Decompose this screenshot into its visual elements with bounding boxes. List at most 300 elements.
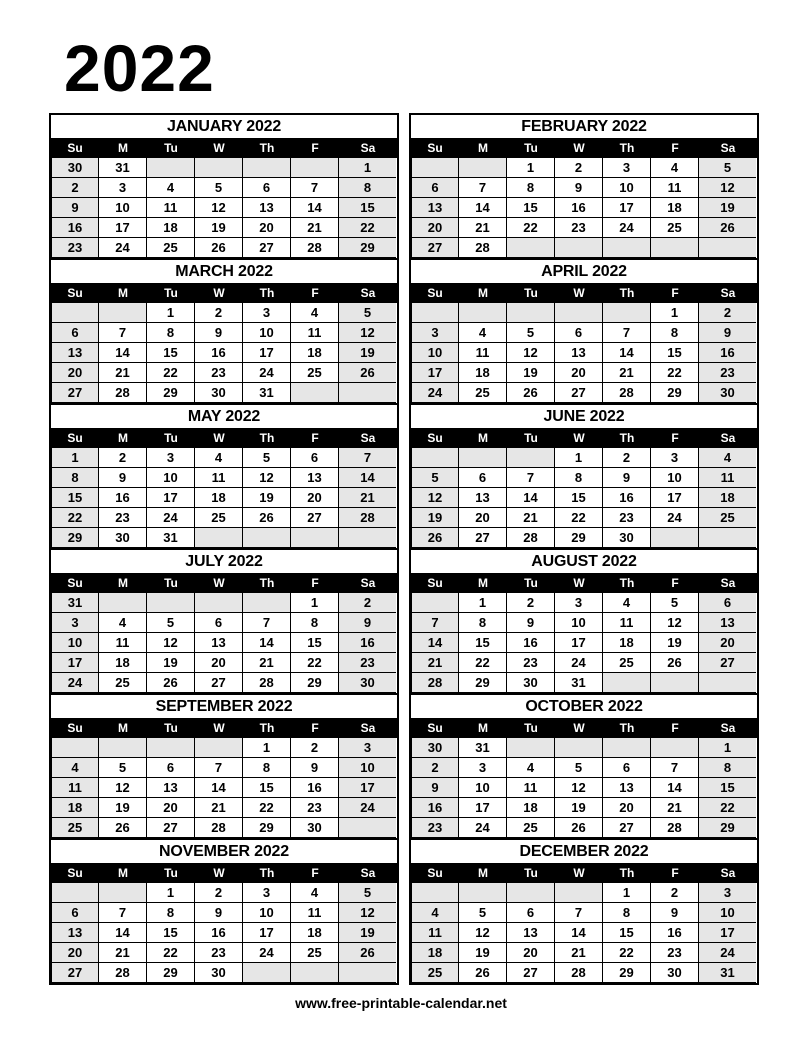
day-cell: 15: [507, 198, 555, 218]
weekday-label: F: [671, 866, 679, 880]
day-cell: 2: [651, 883, 699, 903]
empty-day-cell: [291, 963, 339, 983]
day-cell: 12: [99, 778, 147, 798]
day-cell: 24: [339, 798, 396, 818]
empty-day-cell: [291, 383, 339, 403]
week-row: [51, 883, 397, 903]
day-cell: 7: [99, 323, 147, 343]
empty-day-cell: [603, 673, 651, 693]
day-cell: 3: [699, 883, 756, 903]
empty-day-cell: [243, 963, 291, 983]
empty-day-cell: [339, 528, 396, 548]
day-cell: 29: [603, 963, 651, 983]
day-cell: 4: [699, 448, 756, 468]
day-cell: 26: [459, 963, 507, 983]
empty-day-cell: [555, 238, 603, 258]
weekday-label: Su: [67, 576, 83, 590]
empty-day-cell: [411, 303, 459, 323]
weekday-label: Th: [619, 286, 635, 300]
day-cell: 20: [243, 218, 291, 238]
weekday-label: Su: [427, 286, 443, 300]
day-cell: 12: [555, 778, 603, 798]
day-cell: 17: [411, 363, 459, 383]
day-cell: 3: [339, 738, 396, 758]
month-block: [51, 838, 397, 983]
day-cell: 6: [195, 613, 243, 633]
day-cell: 2: [555, 158, 603, 178]
day-cell: 3: [243, 303, 291, 323]
day-cell: 24: [411, 383, 459, 403]
day-cell: 16: [195, 343, 243, 363]
empty-day-cell: [243, 528, 291, 548]
weekday-label: Th: [259, 721, 275, 735]
day-cell: 27: [507, 963, 555, 983]
day-cell: 24: [459, 818, 507, 838]
day-cell: 4: [651, 158, 699, 178]
empty-day-cell: [603, 738, 651, 758]
day-cell: 13: [603, 778, 651, 798]
day-cell: 15: [555, 488, 603, 508]
footer-url: www.free-printable-calendar.net: [295, 995, 507, 1011]
day-cell: 9: [339, 613, 396, 633]
week-row: [51, 613, 397, 633]
day-cell: 7: [291, 178, 339, 198]
day-cell: 28: [195, 818, 243, 838]
day-cell: 8: [651, 323, 699, 343]
day-cell: 10: [651, 468, 699, 488]
day-cell: 22: [507, 218, 555, 238]
week-row: [51, 818, 397, 838]
weekday-label: Th: [619, 866, 635, 880]
day-cell: 21: [459, 218, 507, 238]
weekday-label: M: [478, 286, 488, 300]
week-row: [411, 323, 757, 343]
weekday-header-row: [411, 718, 757, 738]
empty-day-cell: [507, 238, 555, 258]
day-cell: 27: [195, 673, 243, 693]
day-cell: 4: [507, 758, 555, 778]
empty-day-cell: [51, 738, 99, 758]
day-cell: 13: [555, 343, 603, 363]
day-cell: 27: [555, 383, 603, 403]
weekday-label: M: [478, 141, 488, 155]
day-cell: 19: [99, 798, 147, 818]
empty-day-cell: [555, 883, 603, 903]
calendar-column-left: [49, 113, 399, 985]
empty-day-cell: [339, 383, 396, 403]
day-cell: 31: [243, 383, 291, 403]
day-cell: 3: [555, 593, 603, 613]
day-cell: 24: [99, 238, 147, 258]
day-cell: 12: [699, 178, 756, 198]
week-row: [51, 488, 397, 508]
week-row: [51, 158, 397, 178]
month-title: MAY 2022: [51, 403, 397, 428]
day-cell: 13: [459, 488, 507, 508]
weekday-label: Sa: [360, 141, 376, 155]
day-cell: 11: [699, 468, 756, 488]
day-cell: 3: [459, 758, 507, 778]
day-cell: 31: [555, 673, 603, 693]
month-title: JULY 2022: [51, 548, 397, 573]
day-cell: 27: [147, 818, 195, 838]
day-cell: 7: [243, 613, 291, 633]
day-cell: 30: [651, 963, 699, 983]
day-cell: 7: [651, 758, 699, 778]
week-row: [51, 343, 397, 363]
day-cell: 7: [603, 323, 651, 343]
day-cell: 16: [651, 923, 699, 943]
day-cell: 12: [339, 323, 396, 343]
day-cell: 18: [507, 798, 555, 818]
day-cell: 6: [147, 758, 195, 778]
day-cell: 30: [411, 738, 459, 758]
empty-day-cell: [507, 448, 555, 468]
day-cell: 1: [339, 158, 396, 178]
day-cell: 8: [147, 323, 195, 343]
day-cell: 6: [243, 178, 291, 198]
day-cell: 5: [147, 613, 195, 633]
empty-day-cell: [459, 883, 507, 903]
day-cell: 3: [411, 323, 459, 343]
day-cell: 8: [699, 758, 756, 778]
month-title: DECEMBER 2022: [411, 838, 757, 863]
weekday-label: Tu: [164, 721, 178, 735]
month-title: OCTOBER 2022: [411, 693, 757, 718]
day-cell: 22: [459, 653, 507, 673]
empty-day-cell: [411, 883, 459, 903]
weekday-label: Tu: [524, 721, 538, 735]
day-cell: 21: [555, 943, 603, 963]
day-cell: 22: [291, 653, 339, 673]
day-cell: 26: [699, 218, 756, 238]
day-cell: 19: [699, 198, 756, 218]
day-cell: 12: [339, 903, 396, 923]
week-row: [51, 198, 397, 218]
day-cell: 11: [291, 903, 339, 923]
week-row: [411, 633, 757, 653]
weekday-label: Su: [67, 721, 83, 735]
weekday-label: Sa: [720, 141, 736, 155]
day-cell: 30: [195, 383, 243, 403]
day-cell: 15: [651, 343, 699, 363]
day-cell: 28: [99, 963, 147, 983]
day-cell: 2: [291, 738, 339, 758]
day-cell: 10: [243, 903, 291, 923]
day-cell: 29: [147, 383, 195, 403]
week-row: [411, 343, 757, 363]
weekday-header-row: [51, 718, 397, 738]
empty-day-cell: [411, 158, 459, 178]
day-cell: 27: [51, 963, 99, 983]
day-cell: 20: [699, 633, 756, 653]
day-cell: 13: [51, 343, 99, 363]
empty-day-cell: [243, 158, 291, 178]
day-cell: 23: [339, 653, 396, 673]
weekday-label: W: [213, 721, 225, 735]
day-cell: 22: [699, 798, 756, 818]
day-cell: 15: [459, 633, 507, 653]
day-cell: 5: [99, 758, 147, 778]
day-cell: 9: [699, 323, 756, 343]
empty-day-cell: [339, 963, 396, 983]
day-cell: 7: [555, 903, 603, 923]
day-cell: 1: [699, 738, 756, 758]
weekday-label: W: [573, 866, 585, 880]
empty-day-cell: [603, 303, 651, 323]
day-cell: 2: [339, 593, 396, 613]
day-cell: 11: [51, 778, 99, 798]
day-cell: 22: [339, 218, 396, 238]
week-row: [411, 653, 757, 673]
day-cell: 29: [291, 673, 339, 693]
day-cell: 27: [459, 528, 507, 548]
day-cell: 15: [243, 778, 291, 798]
week-row: [51, 758, 397, 778]
weekday-label: Tu: [524, 141, 538, 155]
day-cell: 23: [51, 238, 99, 258]
day-cell: 5: [195, 178, 243, 198]
day-cell: 19: [339, 343, 396, 363]
week-row: [411, 963, 757, 983]
weekday-label: Tu: [524, 866, 538, 880]
day-cell: 14: [291, 198, 339, 218]
empty-day-cell: [459, 158, 507, 178]
day-cell: 5: [339, 883, 396, 903]
weekday-label: Sa: [360, 721, 376, 735]
day-cell: 29: [651, 383, 699, 403]
day-cell: 14: [555, 923, 603, 943]
empty-day-cell: [555, 303, 603, 323]
weekday-label: Tu: [524, 286, 538, 300]
empty-day-cell: [147, 593, 195, 613]
day-cell: 4: [291, 883, 339, 903]
day-cell: 15: [603, 923, 651, 943]
day-cell: 17: [99, 218, 147, 238]
weekday-label: Th: [259, 431, 275, 445]
day-cell: 28: [507, 528, 555, 548]
day-cell: 25: [507, 818, 555, 838]
weekday-label: Th: [619, 576, 635, 590]
empty-day-cell: [339, 818, 396, 838]
weekday-label: Sa: [360, 576, 376, 590]
day-cell: 15: [699, 778, 756, 798]
day-cell: 9: [507, 613, 555, 633]
weekday-label: F: [671, 286, 679, 300]
day-cell: 14: [243, 633, 291, 653]
week-row: [411, 798, 757, 818]
day-cell: 30: [195, 963, 243, 983]
weekday-label: Th: [619, 721, 635, 735]
month-block: [411, 838, 757, 983]
week-row: [411, 198, 757, 218]
day-cell: 26: [339, 363, 396, 383]
day-cell: 19: [339, 923, 396, 943]
day-cell: 10: [51, 633, 99, 653]
month-block: [51, 115, 397, 258]
day-cell: 17: [243, 923, 291, 943]
month-block: [51, 693, 397, 838]
day-cell: 12: [459, 923, 507, 943]
day-cell: 18: [291, 343, 339, 363]
day-cell: 19: [507, 363, 555, 383]
month-block: [51, 258, 397, 403]
weekday-label: F: [311, 576, 319, 590]
weekday-label: W: [213, 286, 225, 300]
weekday-label: F: [671, 721, 679, 735]
empty-day-cell: [603, 238, 651, 258]
day-cell: 10: [411, 343, 459, 363]
empty-day-cell: [99, 738, 147, 758]
day-cell: 16: [339, 633, 396, 653]
week-row: [51, 323, 397, 343]
day-cell: 20: [411, 218, 459, 238]
day-cell: 26: [99, 818, 147, 838]
month-title: JUNE 2022: [411, 403, 757, 428]
day-cell: 28: [411, 673, 459, 693]
month-block: [411, 115, 757, 258]
day-cell: 2: [51, 178, 99, 198]
day-cell: 26: [411, 528, 459, 548]
month-title: FEBRUARY 2022: [521, 118, 647, 135]
weekday-label: Th: [259, 866, 275, 880]
weekday-label: Th: [259, 576, 275, 590]
day-cell: 11: [99, 633, 147, 653]
weekday-label: Tu: [524, 576, 538, 590]
weekday-label: Tu: [164, 431, 178, 445]
day-cell: 1: [51, 448, 99, 468]
day-cell: 26: [555, 818, 603, 838]
weekday-label: F: [671, 431, 679, 445]
weekday-label: W: [213, 141, 225, 155]
day-cell: 18: [603, 633, 651, 653]
day-cell: 1: [603, 883, 651, 903]
day-cell: 6: [603, 758, 651, 778]
day-cell: 24: [699, 943, 756, 963]
day-cell: 28: [555, 963, 603, 983]
weekday-label: Sa: [360, 431, 376, 445]
empty-day-cell: [243, 593, 291, 613]
empty-day-cell: [147, 738, 195, 758]
day-cell: 7: [411, 613, 459, 633]
weekday-label: W: [213, 431, 225, 445]
empty-day-cell: [411, 593, 459, 613]
week-row: [51, 218, 397, 238]
day-cell: 19: [651, 633, 699, 653]
week-row: [411, 468, 757, 488]
day-cell: 27: [243, 238, 291, 258]
day-cell: 14: [99, 923, 147, 943]
day-cell: 30: [699, 383, 756, 403]
day-cell: 1: [507, 158, 555, 178]
empty-day-cell: [99, 883, 147, 903]
day-cell: 24: [651, 508, 699, 528]
weekday-label: W: [213, 866, 225, 880]
day-cell: 29: [339, 238, 396, 258]
year-title: 2022: [64, 31, 215, 105]
day-cell: 19: [195, 218, 243, 238]
day-cell: 8: [555, 468, 603, 488]
day-cell: 9: [99, 468, 147, 488]
day-cell: 5: [699, 158, 756, 178]
day-cell: 14: [651, 778, 699, 798]
day-cell: 17: [651, 488, 699, 508]
week-row: [51, 903, 397, 923]
day-cell: 22: [147, 943, 195, 963]
day-cell: 28: [339, 508, 396, 528]
day-cell: 23: [555, 218, 603, 238]
day-cell: 12: [411, 488, 459, 508]
empty-day-cell: [459, 303, 507, 323]
day-cell: 9: [555, 178, 603, 198]
day-cell: 24: [243, 363, 291, 383]
day-cell: 9: [195, 323, 243, 343]
day-cell: 10: [99, 198, 147, 218]
day-cell: 1: [555, 448, 603, 468]
day-cell: 8: [507, 178, 555, 198]
day-cell: 27: [51, 383, 99, 403]
weekday-label: M: [118, 431, 128, 445]
weekday-label: Sa: [720, 431, 736, 445]
week-row: [51, 238, 397, 258]
day-cell: 23: [195, 943, 243, 963]
week-row: [51, 653, 397, 673]
day-cell: 13: [147, 778, 195, 798]
day-cell: 1: [459, 593, 507, 613]
day-cell: 17: [699, 923, 756, 943]
weekday-header-row: [411, 283, 757, 303]
week-row: [51, 673, 397, 693]
day-cell: 24: [243, 943, 291, 963]
day-cell: 7: [459, 178, 507, 198]
day-cell: 18: [699, 488, 756, 508]
day-cell: 2: [603, 448, 651, 468]
week-row: [51, 943, 397, 963]
day-cell: 2: [699, 303, 756, 323]
day-cell: 4: [195, 448, 243, 468]
day-cell: 21: [195, 798, 243, 818]
week-row: [411, 508, 757, 528]
week-row: [51, 383, 397, 403]
day-cell: 18: [51, 798, 99, 818]
day-cell: 9: [603, 468, 651, 488]
day-cell: 8: [603, 903, 651, 923]
weekday-label: M: [118, 576, 128, 590]
day-cell: 3: [603, 158, 651, 178]
day-cell: 20: [51, 943, 99, 963]
day-cell: 5: [555, 758, 603, 778]
day-cell: 2: [99, 448, 147, 468]
day-cell: 13: [411, 198, 459, 218]
day-cell: 11: [147, 198, 195, 218]
day-cell: 25: [291, 943, 339, 963]
weekday-label: F: [311, 141, 319, 155]
day-cell: 31: [147, 528, 195, 548]
day-cell: 31: [99, 158, 147, 178]
day-cell: 6: [51, 323, 99, 343]
day-cell: 6: [699, 593, 756, 613]
week-row: [411, 593, 757, 613]
day-cell: 16: [51, 218, 99, 238]
day-cell: 2: [507, 593, 555, 613]
week-row: [411, 943, 757, 963]
day-cell: 12: [147, 633, 195, 653]
empty-day-cell: [291, 158, 339, 178]
day-cell: 6: [51, 903, 99, 923]
day-cell: 11: [603, 613, 651, 633]
weekday-label: F: [311, 721, 319, 735]
day-cell: 25: [147, 238, 195, 258]
